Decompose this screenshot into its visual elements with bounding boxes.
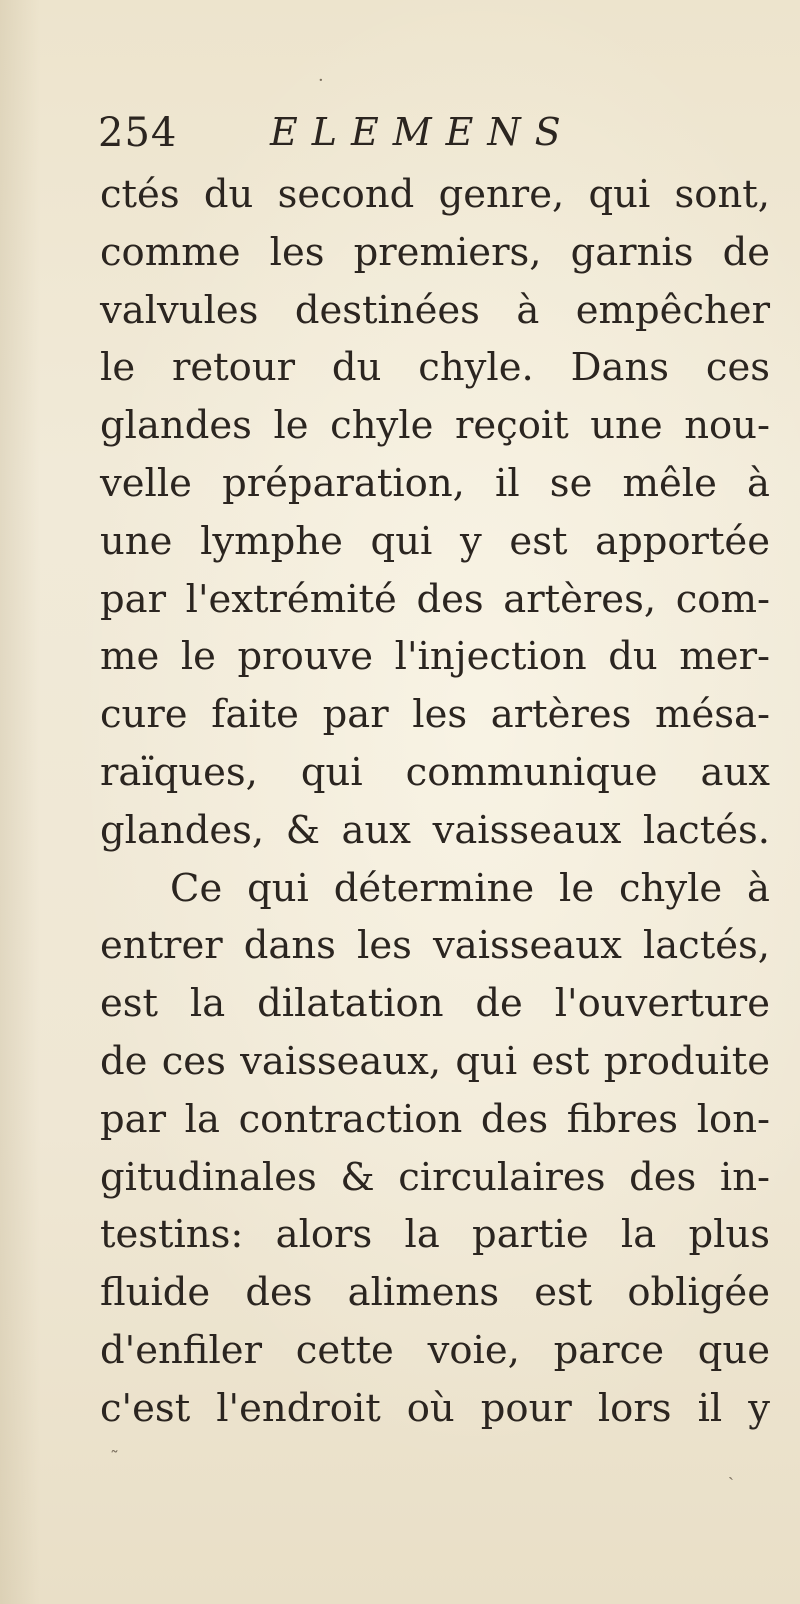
- running-head: [98, 110, 740, 160]
- text-line: de ces vaisseaux, qui est produite: [100, 1038, 770, 1084]
- text-line: d'enfiler cette voie, parce que: [100, 1327, 770, 1373]
- page-edge-shadow: [0, 0, 40, 1604]
- text-line: glandes, & aux vaisseaux lactés.: [100, 807, 770, 853]
- paragraph-first-line: Ce qui détermine le chyle à: [170, 865, 770, 911]
- text-line: glandes le chyle reçoit une nou-: [100, 403, 770, 449]
- text-line: cure faite par les artères mésa-: [100, 692, 770, 738]
- text-line: une lymphe qui y est apportée: [100, 518, 770, 564]
- body-text: [100, 166, 770, 1438]
- text-line: valvules destinées à empêcher: [100, 287, 770, 333]
- paper-mark: ˜: [110, 1448, 119, 1469]
- text-line: c'est l'endroit où pour lors il y: [100, 1385, 770, 1431]
- text-line: testins: alors la partie la plus: [100, 1212, 770, 1258]
- text-line: entrer dans les vaisseaux lactés,: [100, 923, 770, 969]
- text-line: est la dilatation de l'ouverture: [100, 981, 770, 1027]
- text-line: ctés du second genre, qui sont,: [100, 172, 770, 217]
- text-line: par l'extrémité des artères, com-: [100, 576, 770, 622]
- text-line: par la contraction des fibres lon-: [100, 1096, 770, 1142]
- text-line: fluide des alimens est obligée: [100, 1270, 770, 1316]
- paper-speck: ·: [318, 70, 324, 91]
- text-line: le retour du chyle. Dans ces: [100, 345, 770, 391]
- text-line: velle préparation, il se mêle à: [100, 460, 770, 506]
- paper-speck: ˏ: [728, 1460, 734, 1481]
- text-line: raïques, qui communique aux: [100, 749, 770, 795]
- text-line: me le prouve l'injection du mer-: [100, 634, 770, 680]
- text-line: comme les premiers, garnis de: [100, 229, 770, 275]
- text-line: gitudinales & circulaires des in-: [100, 1154, 770, 1200]
- running-title: ELEMENS: [270, 110, 575, 154]
- page-number: 254: [98, 110, 178, 156]
